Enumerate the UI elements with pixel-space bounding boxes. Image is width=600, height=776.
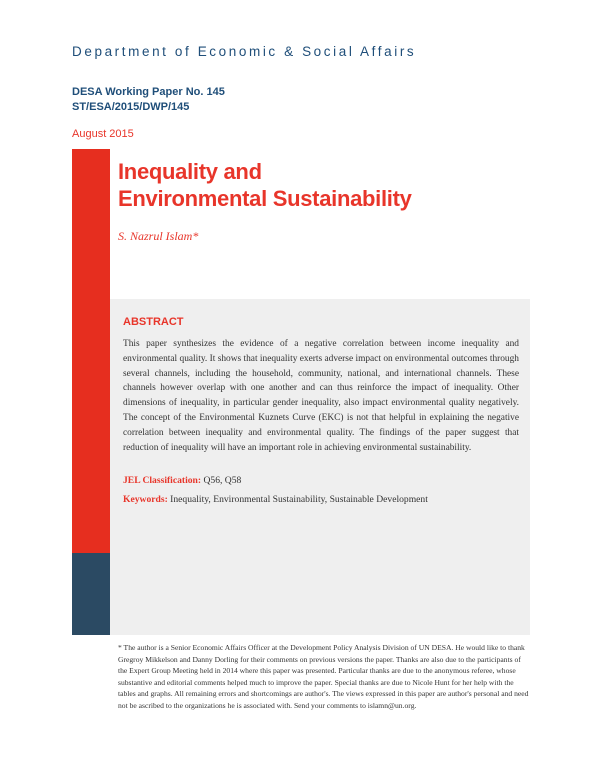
author-name: S. Nazrul Islam* [118,229,199,243]
author-footnote: * The author is a Senior Economic Affairs Officer at the Development Policy Analysis Division of UN DESA. He would like to thank Gregroy Mikkelson and Danny Dorling for their comments on previous versions the paper. Thanks are also due to the participants of the Expert Group Meeting held in 2014 where this paper was presented. Particular thanks are due to the anonymous referee, whose substantive and editorial comments helped much to improve the paper. Special thanks are due to Nicole Hunt for her help with the tables and graphs. All remaining errors and shortcomings are author's. The views expressed in this paper are author's personal and need not be ascribed to the organizations he is associated with. Send your comments to islamn@un.org. [118,643,529,710]
keywords-value: Inequality, Environmental Sustainability, Sustainable Development [167,494,428,505]
keywords [123,494,428,505]
paper-title [118,158,412,212]
working-paper-number: DESA Working Paper No. 145 [72,86,225,98]
jel-classification [123,475,241,486]
blue-accent-block [72,553,110,635]
document-code: ST/ESA/2015/DWP/145 [72,101,190,113]
title-line-2: Environmental Sustainability [118,186,412,211]
jel-label: JEL Classification: [123,475,202,486]
abstract-heading: ABSTRACT [123,316,184,328]
abstract-text: This paper synthesizes the evidence of a negative correlation between income inequality and environmental quality. It shows that inequality exerts adverse impact on environmental outcomes through several channels, including the household, community, national, and international channels. These channels however overlap with one another and can thus reinforce the impact of inequality. Other dimensions of inequality, in particular gender inequality, also impact environmental quality negatively. The concept of the Environmental Kuznets Curve (EKC) is not that helpful in explaining the negative correlation between inequality and environmental quality. The findings of the paper suggest that reduction of inequality will have an important role in achieving environmental sustainability. [123,339,519,453]
keywords-label: Keywords: [123,494,168,505]
red-accent-bar [72,149,110,553]
publication-date: August 2015 [72,128,134,140]
department-name: Department of Economic & Social Affairs [72,44,417,59]
jel-value: Q56, Q58 [201,475,242,486]
title-line-1: Inequality and [118,159,262,184]
